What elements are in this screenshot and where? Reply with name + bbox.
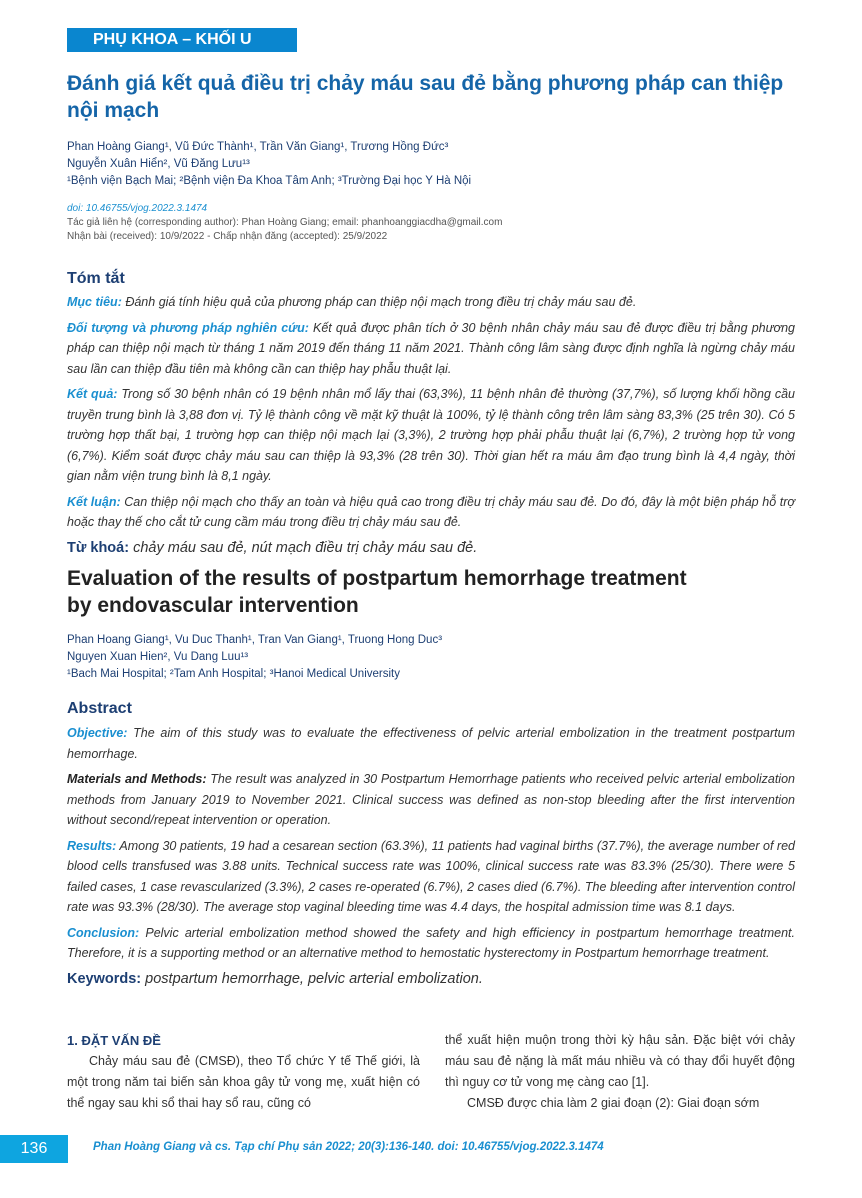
body-right-column (445, 1030, 795, 1114)
vi-methods: Kết quả được phân tích ở 30 bệnh nhân chảy máu sau đẻ được điều trị bằng phương pháp can thiệp nội mạch từ tháng 1 năm 2019 đến tháng 11 năm 2021. Thành công lâm sàng được định nghĩa là ngừng chảy máu sau lần can thiệp đầu tiên mà không cần can thiệp hay phẫu thuật lại. (67, 320, 795, 376)
footer-citation: Phan Hoàng Giang và cs. Tạp chí Phụ sản 2022; 20(3):136-140. doi: 10.46755/vjog.2022.3.1474 (93, 1141, 604, 1153)
vi-objective-label: Mục tiêu: (67, 295, 122, 309)
vi-objective: Đánh giá tính hiệu quả của phương pháp can thiệp nội mạch trong điều trị chảy máu sau đẻ. (121, 295, 637, 309)
en-affiliations: ¹Bach Mai Hospital; ²Tam Anh Hospital; ³Hanoi Medical University (67, 668, 400, 680)
vi-authors-line1: Phan Hoàng Giang¹, Vũ Đức Thành¹, Trần Văn Giang¹, Trương Hồng Đức³ (67, 141, 449, 153)
body-right-paragraph-1: thể xuất hiện muộn trong thời kỳ hậu sản. Đặc biệt với chảy máu sau đẻ nặng là mất máu nhiều và có thay đổi huyết động thì nguy cơ tử vong mẹ càng cao [1]. (445, 1033, 795, 1089)
en-meta (67, 632, 807, 683)
section-label-band (67, 28, 297, 52)
en-conclusion-label: Conclusion: (67, 925, 140, 940)
vi-title: Đánh giá kết quả điều trị chảy máu sau đẻ bằng phương pháp can thiệp nội mạch (67, 72, 784, 122)
vi-abstract (67, 292, 795, 563)
page-number: 136 (0, 1135, 68, 1163)
en-objective: The aim of this study was to evaluate the effectiveness of pelvic arterial embolization in the treatment postpartum hemorrhage. (67, 726, 795, 761)
vi-results: Trong số 30 bệnh nhân có 19 bệnh nhân mổ lấy thai (63,3%), 11 bệnh nhân đẻ thường (37,7%), số lượng khối hồng cầu truyền trung bình là 3,88 đơn vị. Tỷ lệ thành công về mặt kỹ thuật là 100%, tỷ lệ thành công trên lâm sàng 83,3% (25 trên 30). Có 5 trường hợp thất bại, 1 trường hợp can thiệp nội mạch lại (3,3%), 2 trường hợp phải phẫu thuật lại (6,7%), 2 trường hợp tử vong (6,7%). Kiểm soát được chảy máu sau can thiệp là 93,3% (28 trên 30). Thời gian hết ra máu âm đạo trung bình là 4,4 ngày, thời gian nằm viện trung bình là 8,1 ngày. (67, 387, 795, 483)
vi-methods-label: Đối tượng và phương pháp nghiên cứu: (67, 320, 309, 335)
body-left-column (67, 1030, 420, 1114)
vi-authors-line2: Nguyễn Xuân Hiển², Vũ Đăng Lưu¹³ (67, 158, 250, 170)
dates: Nhận bài (received): 10/9/2022 - Chấp nhận đăng (accepted): 25/9/2022 (67, 231, 388, 242)
vi-affiliations: ¹Bệnh viện Bạch Mai; ²Bệnh viện Đa Khoa Tâm Anh; ³Trường Đại học Y Hà Nội (67, 175, 472, 187)
en-title: Evaluation of the results of postpartum hemorrhage treatment by endovascular intervention (67, 567, 687, 617)
body-left-paragraph: Chảy máu sau đẻ (CMSĐ), theo Tổ chức Y tế Thế giới, là một trong năm tai biến sản khoa gây tử vong mẹ, xuất hiện có thể ngay sau khi sổ thai hay sổ rau, cũng có (67, 1054, 420, 1110)
en-abstract-heading: Abstract (67, 700, 132, 717)
section-label: PHỤ KHOA – KHỐI U (93, 31, 252, 48)
en-methods: The result was analyzed in 30 Postpartum Hemorrhage patients who received pelvic arterial embolization methods from January 2019 to November 2021. Clinical success was defined as non-stop bleeding after the first intervention without second/repeat intervention or operation. (67, 772, 795, 827)
en-results-label: Results: (67, 838, 117, 853)
en-keywords-label: Keywords: (67, 970, 142, 987)
section-heading: 1. ĐẶT VẤN ĐỀ (67, 1033, 161, 1048)
vi-meta (67, 139, 807, 190)
article-info (67, 202, 807, 244)
en-conclusion: Pelvic arterial embolization method showed the safety and high efficiency in postpartum hemorrhage treatment. Therefore, it is a supporting method or an alternative method to hemostatic hysterectomy in Postpartum hemorrhage treatment. (67, 925, 795, 960)
en-methods-label: Materials and Methods: (67, 772, 207, 786)
en-authors-line2: Nguyen Xuan Hien², Vu Dang Luu¹³ (67, 651, 249, 663)
doi-link[interactable]: doi: 10.46755/vjog.2022.3.1474 (67, 203, 208, 214)
vi-keywords-label: Từ khoá: (67, 539, 130, 556)
vi-keywords: chảy máu sau đẻ, nút mạch điều trị chảy máu sau đẻ. (129, 539, 478, 556)
vi-abstract-heading: Tóm tắt (67, 270, 125, 287)
vi-conclusion: Can thiệp nội mạch cho thấy an toàn và hiệu quả cao trong điều trị chảy máu sau đẻ. Do đó, đây là một biện pháp hỗ trợ hoặc thay thế cho cắt tử cung cầm máu trong điều trị chảy máu sau đẻ. (67, 494, 795, 529)
vi-conclusion-label: Kết luận: (67, 494, 121, 509)
en-objective-label: Objective: (67, 726, 128, 740)
body-right-paragraph-2: CMSĐ được chia làm 2 giai đoạn (2): Giai đoạn sớm (467, 1096, 760, 1110)
vi-abstract-heading-wrap (67, 270, 125, 288)
en-authors-line1: Phan Hoang Giang¹, Vu Duc Thanh¹, Tran Van Giang¹, Truong Hong Duc³ (67, 634, 443, 646)
corresponding-author: Tác giả liên hệ (corresponding author): Phan Hoàng Giang; email: phanhoanggiacdha@gmail.com (67, 217, 503, 228)
en-abstract (67, 723, 795, 994)
en-results: Among 30 patients, 19 had a cesarean section (63.3%), 11 patients had vaginal births (37.7%), the average number of red blood cells transfused was 3.88 units. Technical success rate was 100%, clinical success rate was 83.3% (25/30). There were 5 failed cases, 1 case revascularized (3.3%), 2 cases re-operated (6.7%), 2 cases died (6.7%). The bleeding after intervention control rate was 93.3% (28/30). The average stop vaginal bleeding time was 4.4 days, the hospital admission time was 8.1 days. (67, 838, 795, 914)
en-keywords: postpartum hemorrhage, pelvic arterial embolization. (141, 970, 483, 987)
vi-results-label: Kết quả: (67, 387, 118, 401)
en-abstract-heading-wrap (67, 700, 132, 718)
